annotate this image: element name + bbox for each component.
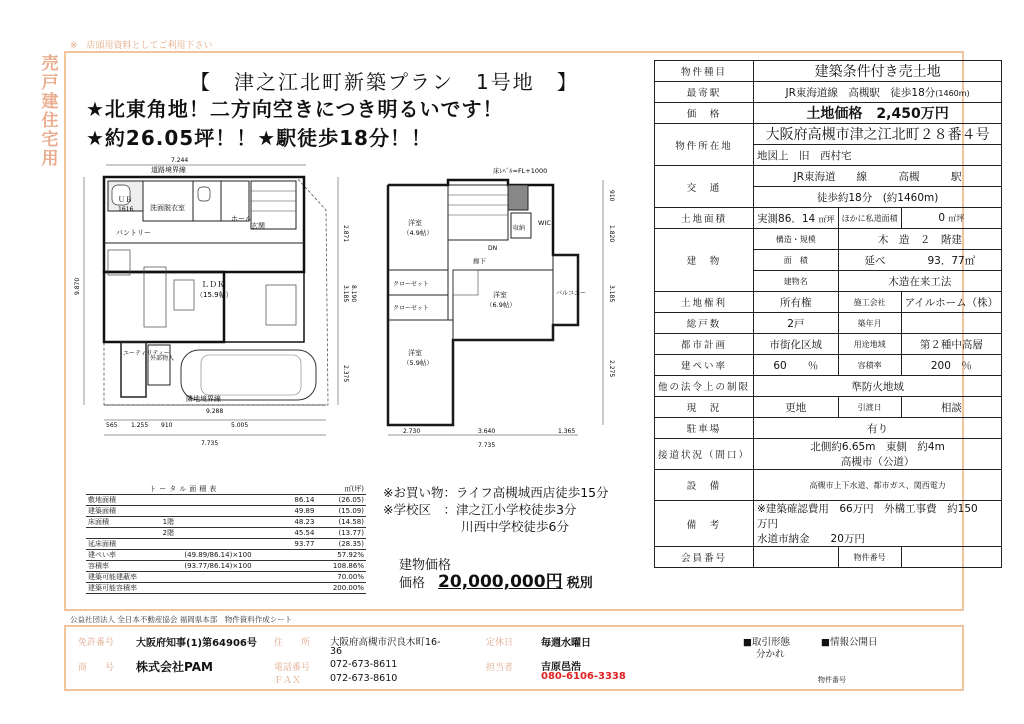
room-hall: ホール <box>231 215 252 223</box>
svg-text:2.871: 2.871 <box>342 225 349 243</box>
traffic-walk: 徒歩約18分 (約1460m) <box>754 187 1002 208</box>
area-row: 床面積 1階 48.23 (14.58) <box>88 518 364 526</box>
license-number: 大阪府知事(1)第64906号 <box>136 638 257 649</box>
svg-text:（15.9帖）: （15.9帖） <box>196 291 233 299</box>
property-address: 大阪府高槻市津之江北町２８番４号 <box>754 124 1002 145</box>
property-info-table: 物件種目 建築条件付き売土地 最寄駅 JR東海道線 高槻駅 徒歩18分(1460m) 価 格 土地価格 2,450万円 物件所在地 大阪府高槻市津之江北町２８番４号 地図上 旧 西村宅 交 通 JR東海道 線 高槻 駅 徒歩約18分 (約1460m) 土地面積 実測86．14 ㎡坪 ほかに私道面積 0 ㎡坪 建 物 構造・規模 木 造 ２ 階建 面 積 延べ 93．77㎡ 建物名 木造在来工法 土地権利 所有権 施工会社 アイルホーム（株） 総戸数 2戸 築年月 都市計画 市街化区域 用途地域 第２種中高層 建ぺい率 60 ％ 容積率 200 ％ 他の法令上の制限 準防火地域 現 況 更地 引渡日 相談 駐車場 有り 接道状況（間口） 北側約6.65m 東側 約4m 高槻市（公道） 設 備 高槻市上下水道、都市ガス、関西電力 備 考 ※建築確認費用 66万円 外構工事費 約150 万円 水道市納金 20万円 会員番号 物件番号 <box>654 60 1002 568</box>
second-floor-plan <box>378 155 628 455</box>
zoning: 第２種中高層 <box>901 334 1002 355</box>
usage-note: ※ 店頭用資料としてご利用下さい <box>70 41 213 51</box>
room-ldk: ＬＤＫ <box>201 280 225 289</box>
fax-number: 072-673-8610 <box>330 673 398 684</box>
svg-text:（4.9帖）: （4.9帖） <box>403 229 433 237</box>
svg-text:2.275: 2.275 <box>608 360 615 378</box>
svg-text:3.185: 3.185 <box>608 285 615 303</box>
room-western-2: 洋室 <box>493 291 507 299</box>
first-floor-plan <box>76 155 356 455</box>
legal-restrictions: 準防火地域 <box>754 376 1002 397</box>
room-washroom: 洗面脱衣室 <box>150 204 185 212</box>
total-units: 2戸 <box>754 313 839 334</box>
construction-method: 木造在来工法 <box>838 271 1002 292</box>
land-price: 土地価格 2,450万円 <box>754 103 1002 124</box>
svg-text:1.255: 1.255 <box>131 422 149 429</box>
svg-text:クローゼット: クローゼット <box>393 305 429 312</box>
room-western-1: 洋室 <box>408 219 422 227</box>
svg-text:8.190: 8.190 <box>350 285 357 303</box>
agent-footer: 免許番号 大阪府知事(1)第64906号 住 所 大阪府高槻市沢良木町16- 36 定休日 毎週水曜日 ■取引形態 分かれ ■情報公開日 商 号 株式会社PAM 電話番号 072-673-8611 ＦＡＸ 072-673-8610 担当者 吉原邑浩 080-6106-3338 物件番号 <box>64 625 964 691</box>
parking: 有り <box>754 418 1002 439</box>
area-row: 建築可能容積率 200.00% <box>88 584 364 592</box>
builder: アイルホーム（株） <box>901 292 1002 313</box>
svg-text:1.365: 1.365 <box>558 428 576 435</box>
svg-text:2.375: 2.375 <box>342 365 349 383</box>
catch-copy-1: ★北東角地！二方向空きにつき明るいです！ <box>86 97 504 121</box>
building-coverage: 60 <box>773 359 787 372</box>
room-balcony: バルコニー <box>556 290 587 297</box>
road-access: 北側約6.65m 東側 約4m <box>810 441 945 453</box>
svg-text:2.730: 2.730 <box>403 428 421 435</box>
svg-text:（6.9帖）: （6.9帖） <box>486 301 516 309</box>
floor-level-note: 床ﾚﾍﾞﾙ=FL+1000 <box>493 167 548 175</box>
area-row: 延床面積 93.77 (28.35) <box>88 540 364 548</box>
room-corridor: 廊下 <box>473 257 486 265</box>
area-table-header: トータル面積表 <box>86 484 283 495</box>
dim-bottom-width: 9.288 <box>206 408 224 415</box>
side-label: 売戸建住宅用 <box>41 54 59 169</box>
area-row: 建築面積 49.89 (15.09) <box>88 507 364 515</box>
tel-number: 072-673-8611 <box>330 659 398 670</box>
area-row: 建築可能建蔽率 70.00% <box>88 573 364 581</box>
current-status: 更地 <box>754 397 839 418</box>
company-name: 株式会社PAM <box>136 660 213 674</box>
catch-copy-2: ★約26.05坪！！★駅徒歩18分！！ <box>86 126 432 150</box>
area-row: 容積率 (93.77/86.14)×100 108.86% <box>88 562 364 570</box>
area-table: トータル面積表 ㎡(坪) 敷地面積 86.14 (26.05) 建築面積 49.89 (15.09) 床面積 1階 48.23 (14.58) 2階 45.54 (13.77) 延床面積 93.77 (28.35) 建ぺい率 (49.89/86.14)×100 57.92% 容積率 (93.77/86.14)×100 108.86% 建築可能建蔽率 70.00% 建築可能容積率 200.00% <box>88 485 364 592</box>
building-price: 建物価格 価格 20,000,000円 税別 <box>399 558 593 592</box>
school-note: ※学校区 ：津之江小学校徒歩3分 <box>383 502 577 517</box>
svg-text:910: 910 <box>608 190 615 202</box>
room-utility: ユーティリティー <box>123 350 170 357</box>
room-ub: ＵＢ <box>118 196 132 204</box>
room-storage: 外部物入 <box>150 355 175 362</box>
svg-text:DN: DN <box>488 245 498 252</box>
contact-name: 吉原邑浩 <box>541 662 581 673</box>
svg-text:1616: 1616 <box>118 206 134 213</box>
nearest-station: JR東海道線 高槻駅 徒歩18分 <box>785 86 936 99</box>
page-title: 【 津之江北町新築プラン 1号地 】 <box>190 70 579 94</box>
svg-text:クローゼット: クローゼット <box>393 281 429 288</box>
handover-date: 相談 <box>901 397 1002 418</box>
road-boundary: 道路境界線 <box>151 166 186 174</box>
dim-total-width: 7.735 <box>201 440 219 447</box>
dim-top-width: 7.244 <box>171 157 189 164</box>
f2-total-width: 7.735 <box>478 442 496 449</box>
deal-type: 分かれ <box>756 649 785 660</box>
association-note: 公益社団法人 全日本不動産協会 福岡県本部 物件資料作成シート <box>70 615 293 624</box>
floor-area-ratio: 200 <box>930 359 951 372</box>
floor-area: 延べ 93．77㎡ <box>838 250 1002 271</box>
svg-text:収納: 収納 <box>513 225 526 232</box>
svg-text:565: 565 <box>106 422 118 429</box>
room-wic: WIC <box>538 219 551 227</box>
svg-text:5.005: 5.005 <box>231 422 249 429</box>
land-right: 所有権 <box>754 292 839 313</box>
area-row: 建ぺい率 (49.89/86.14)×100 57.92% <box>88 551 364 559</box>
svg-text:3.640: 3.640 <box>478 428 496 435</box>
map-reference: 地図上 旧 西村宅 <box>754 145 1002 166</box>
city-plan: 市街化区域 <box>754 334 839 355</box>
land-area: 実測86．14 <box>757 212 816 225</box>
private-road-area: 0 <box>938 212 946 224</box>
contact-phone: 080-6106-3338 <box>541 671 626 682</box>
svg-text:9.870: 9.870 <box>74 277 81 295</box>
shopping-note: ※お買い物：ライフ高槻城西店徒歩15分 <box>383 485 609 500</box>
neighbor-boundary: 隣地境界線 <box>186 395 221 403</box>
svg-text:3.185: 3.185 <box>342 285 349 303</box>
closed-day: 毎週水曜日 <box>541 638 591 649</box>
svg-text:（5.9帖）: （5.9帖） <box>403 359 433 367</box>
building-structure: 木 造 ２ 階建 <box>838 229 1002 250</box>
building-price-amount: 20,000,000円 <box>438 572 563 592</box>
svg-text:1.820: 1.820 <box>608 225 615 243</box>
facilities: 高槻市上下水道、都市ガス、関西電力 <box>754 470 1002 501</box>
nearby-notes: ※お買い物：ライフ高槻城西店徒歩15分 ※学校区 ：津之江小学校徒歩3分 川西中学校徒歩6分 <box>383 485 609 534</box>
agent-address: 大阪府高槻市沢良木町16- <box>330 637 441 648</box>
area-row: 敷地面積 86.14 (26.05) <box>88 496 364 504</box>
remarks: ※建築確認費用 66万円 外構工事費 約150 <box>757 503 978 515</box>
area-row: 2階 45.54 (13.77) <box>86 528 366 539</box>
room-pantry: パントリー <box>116 229 151 237</box>
room-western-3: 洋室 <box>408 349 422 357</box>
svg-text:910: 910 <box>161 422 173 429</box>
property-type: 建築条件付き売土地 <box>754 61 1002 82</box>
room-entrance: 玄関 <box>251 222 265 230</box>
traffic-line: JR東海道 線 高槻 駅 <box>754 166 1002 187</box>
